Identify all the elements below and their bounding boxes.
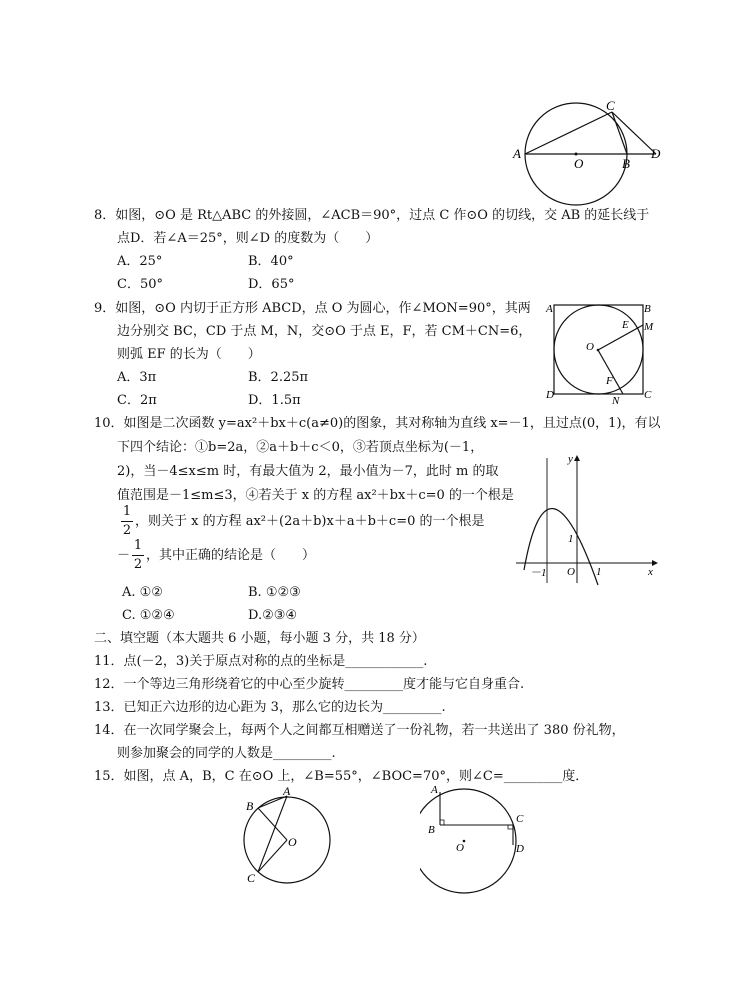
q9-line2: 边分别交 BC，CD 于点 M，N，交⊙O 于点 E，F，若 CM＋CN=6， [117,324,532,339]
q10-line6: ，其中正确的结论是（ ） [146,548,316,563]
q16-figure [420,778,536,896]
q14-line2: 则参加聚会的同学的人数是_________. [117,746,336,761]
q16-label-D: D [516,843,524,855]
q10-line4: 值范围是－1≤m≤3，④若关于 x 的方程 ax²＋bx＋c=0 的一个根是 [117,488,514,503]
q9-label-N: N [612,395,620,406]
q9-label-E: E [622,319,629,331]
q12-line: 12．一个等边三角形绕着它的中心至少旋转_________度才能与它自身重合. [94,677,525,692]
q10-figure [512,450,662,588]
section2-heading: 二、填空题（本大题共 6 小题，每小题 3 分，共 18 分） [94,631,425,646]
q8-label-D: D [651,146,661,161]
q15-line1: 15．如图，点 A，B，C 在⊙O 上，∠B=55°，∠BOC=70°，则∠C=_________度． [94,769,589,784]
q9-label-M: M [644,321,654,333]
q9-label-F: F [606,375,613,387]
q8-label-C: C [606,98,615,113]
q10-line6-minus: － [117,548,131,563]
q9-label-B: B [644,303,651,315]
q10-label-one-x: 1 [596,566,602,578]
q8-line1: 8．如图，⊙O 是 Rt△ABC 的外接圆，∠ACB＝90°，过点 C 作⊙O 的切线，交 AB 的延长线于 [94,208,650,223]
q10-fraction-2-denominator: 2 [133,557,143,572]
q9-label-C: C [644,389,652,401]
q8-label-O: O [574,156,584,171]
q10-option-c: C. ①②④ [122,608,175,623]
q10-label-one-y: 1 [568,533,574,545]
q9-label-A: A [546,303,553,315]
q9-option-c: C．2π [117,393,157,408]
q8-label-B: B [622,156,630,171]
q10-fraction-2-numerator: 1 [133,538,143,553]
q11-line: 11．点(－2，3)关于原点对称的点的坐标是____________. [94,654,428,669]
q9-option-a: A．3π [117,370,157,385]
q15-figure [230,786,340,886]
q10-label-x: x [648,566,653,578]
q10-option-a: A. ①② [122,585,163,600]
q10-line5: ，则关于 x 的方程 ax²＋(2a＋b)x＋a＋b＋c=0 的一个根是 [135,514,485,529]
q14-line1: 14．在一次同学聚会上，每两个人之间都互相赠送了一份礼物，若一共送出了 380 份礼物， [94,723,625,738]
q16-label-B: B [428,824,435,836]
q10-option-d: D.②③④ [248,608,298,623]
q15-label-A: A [283,786,291,798]
q15-label-B: B [246,799,254,813]
q8-option-d: D．65° [248,277,295,292]
q9-label-O: O [586,341,594,353]
q10-fraction-1-denominator: 2 [122,523,132,538]
q16-label-C: C [516,813,524,825]
q16-label-O: O [456,842,464,854]
q8-option-c: C．50° [117,277,163,292]
q8-line2: 点D．若∠A＝25°，则∠D 的度数为（ ） [117,231,379,246]
q10-label-minus-one: －1 [530,567,547,579]
q10-fraction-2-bar [132,555,144,556]
q15-label-O: O [288,835,297,849]
q10-fraction-1-bar [121,521,133,522]
q10-label-origin: O [567,566,575,578]
q10-line3: 2)，当－4≤x≤m 时，有最大值为 2，最小值为－7，此时 m 的取 [117,464,499,479]
q8-option-b: B．40° [248,254,294,269]
q9-label-D: D [546,389,554,401]
q10-line2: 下四个结论：①b=2a，②a＋b＋c＜0，③若顶点坐标为(－1， [117,440,484,455]
q8-option-a: A．25° [117,254,163,269]
q9-figure [540,298,660,406]
q9-option-d: D．1.5π [248,393,301,408]
q16-label-A: A [431,784,438,796]
q8-figure [508,98,678,208]
q9-line3: 则弧 EF 的长为（ ） [117,347,261,362]
q13-line: 13．已知正六边形的边心距为 3，那么它的边长为_________. [94,700,446,715]
q9-option-b: B．2.25π [248,370,309,385]
q15-label-C: C [247,871,256,885]
q10-label-y: y [568,453,573,465]
q10-line1: 10．如图是二次函数 y=ax²＋bx＋c(a≠0)的图象，其对称轴为直线 x=－1，且过点(0，1)，有以 [94,416,661,431]
q10-fraction-1-numerator: 1 [122,504,132,519]
q9-line1: 9．如图，⊙O 内切于正方形 ABCD，点 O 为圆心，作∠MON=90°，其两 [94,301,531,316]
q8-label-A: A [513,146,521,161]
q10-option-b: B. ①②③ [248,585,301,600]
